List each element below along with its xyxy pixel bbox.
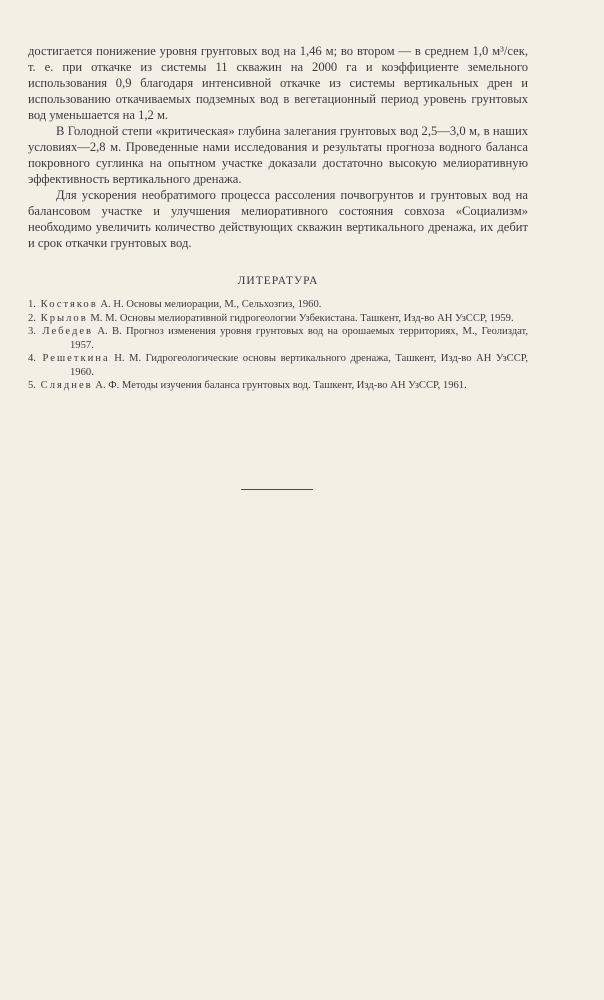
body-paragraph-2: В Голодной степи «критическая» глубина залегания грунтовых вод 2,5—3,0 м, в наших условиях—2,8 м. Проведенные нами исследования и результаты прогноза водного баланса покровного суглинка на опытном участке доказали достаточно высокую мелиоративную эффективность вертикального дренажа.	[28, 124, 528, 186]
reference-number: 5.	[28, 380, 36, 391]
reference-item-2	[28, 312, 528, 326]
section-end-rule	[241, 489, 313, 490]
reference-number: 2.	[28, 312, 36, 324]
reference-number: 4.	[28, 353, 36, 364]
body-paragraph-3: Для ускорения необратимого процесса рассоления почвогрунтов и грунтовых вод на балансовом участке и улучшения мелиоративного состояния совхоза «Социализм» необходимо увеличить количество действующих скважин вертикального дренажа, их дебит и срок откачки грунтовых вод.	[28, 188, 528, 250]
reference-details: А. Н. Основы мелиорации, М., Сельхозгиз, 1960.	[97, 299, 322, 310]
reference-details: А. Ф. Методы изучения баланса грунтовых вод. Ташкент, Изд-во АН УзССР, 1961.	[92, 380, 467, 391]
reference-details: А. В. Прогноз изменения уровня грунтовых вод на орошаемых территориях, М., Геолиздат, 1957.	[70, 326, 528, 351]
page-content	[28, 43, 528, 393]
reference-author: Лебедев	[42, 326, 94, 337]
body-paragraph-1: достигается понижение уровня грунтовых вод на 1,46 м; во втором — в среднем 1,0 м³/сек, т. е. при откачке из системы 11 скважин на 2000 га и коэффициенте земельного использования 0,9 благодаря интенсивной откачке из системы вертикальных дрен и использованию откачиваемых подземных вод в вегетационный период уровень грунтовых вод уменьшается на 1,2 м.	[28, 44, 528, 122]
reference-author: Сляднев	[40, 380, 93, 391]
reference-item-3	[28, 325, 528, 352]
reference-author: Крылов	[40, 312, 88, 324]
reference-number: 1.	[28, 299, 36, 310]
reference-number: 3.	[28, 326, 36, 337]
reference-item-1	[28, 298, 528, 312]
reference-list	[28, 298, 528, 393]
reference-details: Н. М. Гидрогеологические основы вертикального дренажа, Ташкент, Изд-во АН УзССР, 1960.	[70, 353, 528, 378]
reference-item-5	[28, 379, 528, 393]
literature-heading: ЛИТЕРАТУРА	[237, 275, 319, 287]
reference-details: М. М. Основы мелиоративной гидрогеологии Узбекистана. Ташкент, Изд-во АН УзССР, 1959.	[87, 312, 514, 324]
reference-item-4	[28, 352, 528, 379]
reference-author: Решеткина	[42, 353, 110, 364]
reference-author: Костяков	[40, 299, 98, 310]
